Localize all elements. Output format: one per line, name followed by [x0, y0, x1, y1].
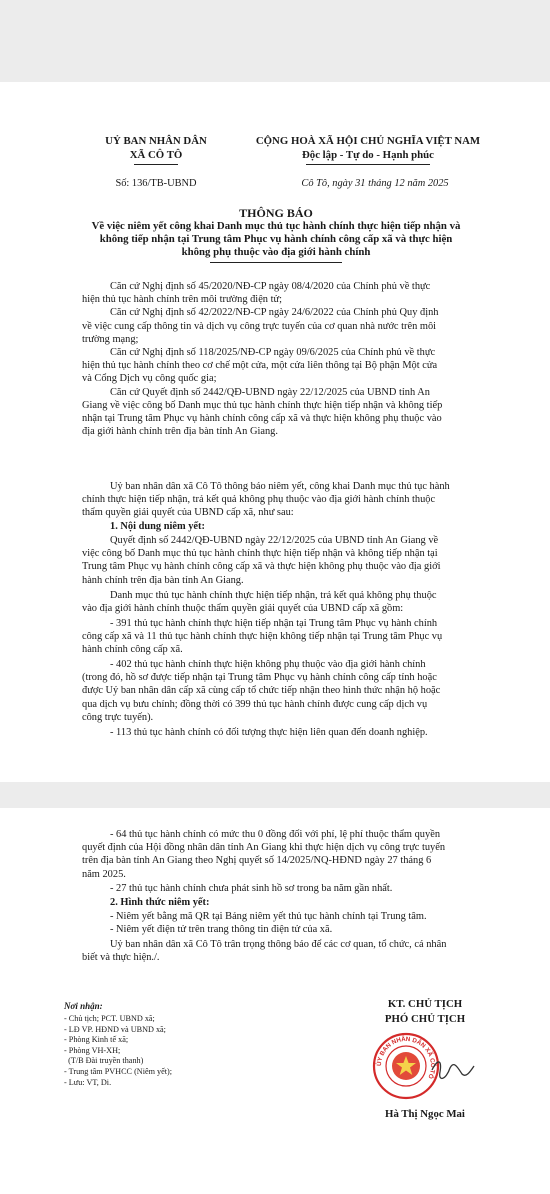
org-name-line1: UỶ BAN NHÂN DÂN — [105, 135, 207, 147]
official-seal-and-signature — [370, 1030, 480, 1102]
signer-title-1: KT. CHỦ TỊCH — [387, 998, 463, 1010]
org-name-line2: XÃ CÔ TÔ — [129, 149, 183, 161]
section2-items: - Niêm yết bằng mã QR tại Bảng niêm yết thủ tục hành chính tại Trung tâm. - Niêm yết điện tử trên trang thông tin điện tử của xã. — [110, 911, 427, 936]
section1-heading: 1. Nội dung niêm yết: — [110, 521, 205, 532]
document-page-1 — [0, 82, 550, 782]
recipients-heading: Nơi nhận: — [64, 1001, 103, 1011]
section1-decision: Quyết định số 2442/QĐ-UBND ngày 22/12/2025 của UBND tỉnh An Giang về việc công bố Danh mục thủ tục hành chính thực hiện tiếp nhận và không tiếp nhận tại Trung tâm Phục vụ hành chính công cấp xã và thực hiện không phụ thuộc vào địa giới hành chính trên địa bàn tỉnh An Giang. — [82, 535, 441, 586]
signer-name: Hà Thị Ngọc Mai — [385, 1108, 465, 1120]
section1-item-402: - 402 thủ tục hành chính thực hiện không phụ thuộc vào địa giới hành chính (trong đó, hồ sơ được tiếp nhận tại Trung tâm Phục vụ hành chính công cấp tỉnh hoặc được Uỷ ban nhân dân cấp xã cùng cấp tổ chức tiếp nhận theo hình thức nhận hộ hoặc qua dịch vụ bưu chính; đồng thời có 399 thủ tục hành chính được cung cấp dịch vụ công trực tuyến). — [82, 659, 441, 723]
notice-title: THÔNG BÁO — [239, 206, 313, 220]
closing-paragraph: Uỷ ban nhân dân xã Cô Tô trân trọng thông báo để các cơ quan, tổ chức, cá nhân biết và thực hiện./. — [82, 939, 447, 964]
svg-text:ỦY BAN NHÂN DÂN XÃ CÔ TÔ: ỦY BAN NHÂN DÂN XÃ CÔ TÔ — [375, 1035, 437, 1080]
nation-title: CỘNG HOÀ XÃ HỘI CHỦ NGHĨA VIỆT NAM — [255, 135, 481, 147]
section1-list-intro: Danh mục thủ tục hành chính thực hiện tiếp nhận, trả kết quả không phụ thuộc vào địa giới hành chính thuộc thẩm quyền giải quyết của UBND cấp xã gồm: — [82, 590, 437, 615]
section1-item-64: - 64 thủ tục hành chính có mức thu 0 đồng đối với phí, lệ phí thuộc thẩm quyền quyết định của Hội đồng nhân dân tỉnh An Giang khi thực hiện dịch vụ công trực tuyến trên địa bàn tỉnh An Giang theo Nghị quyết số 14/2025/NQ-HĐND ngày 27 tháng 6 năm 2025. — [82, 829, 446, 880]
motto-underline — [306, 164, 430, 165]
legal-basis: Căn cứ Nghị định số 45/2020/NĐ-CP ngày 08/4/2020 của Chính phủ về thực hiện thủ tục hành chính trên môi trường điện tử; Căn cứ Nghị định số 42/2022/NĐ-CP ngày 24/6/2022 của Chính phủ Quy định về việc cung cấp thông tin và dịch vụ công trực tuyến của cơ quan nhà nước trên môi trường mạng; Căn cứ Nghị định số 118/2025/NĐ-CP ngày 09/6/2025 của Chính phủ về thực hiện thủ tục hành chính theo cơ chế một cửa, một cửa liên thông tại Bộ phận Một cửa và Cổng Dịch vụ công quốc gia; Căn cứ Quyết định số 2442/QĐ-UBND ngày 22/12/2025 của UBND tỉnh An Giang về việc công bố Danh mục thủ tục hành chính thực hiện tiếp nhận và không tiếp nhận tại Trung tâm Phục vụ hành chính công cấp xã và thực hiện không phụ thuộc vào địa giới hành chính trên địa bàn tỉnh An Giang. — [82, 281, 443, 438]
org-underline — [134, 164, 178, 165]
section1-item-391: - 391 thủ tục hành chính thực hiện tiếp nhận tại Trung tâm Phục vụ hành chính công cấp xã và 11 thủ tục hành chính thực hiện không tiếp nhận tại Trung tâm Phục vụ hành chính công cấp xã. — [82, 618, 443, 656]
subject-underline — [210, 262, 342, 263]
notice-subject: Về việc niêm yết công khai Danh mục thủ tục hành chính thực hiện tiếp nhận và không tiếp nhận tại Trung tâm Phục vụ hành chính công cấp xã và thực hiện không phụ thuộc vào địa giới hành chính — [91, 220, 461, 258]
nation-motto: Độc lập - Tự do - Hạnh phúc — [302, 149, 434, 161]
section2-heading: 2. Hình thức niêm yết: — [110, 897, 210, 908]
document-page-2 — [0, 808, 550, 1194]
section1-item-27: - 27 thủ tục hành chính chưa phát sinh hồ sơ trong ba năm gần nhất. — [110, 883, 393, 894]
recipients-list: - Chủ tịch; PCT. UBND xã; - LĐ VP. HĐND và UBND xã; - Phòng Kinh tế xã; - Phòng VH-XH; (T/B Đài truyền thanh) - Trung tâm PVHCC (Niêm yết); - Lưu: VT, Di. — [64, 1014, 173, 1087]
doc-number: Số: 136/TB-UBND — [115, 178, 197, 189]
place-date: Cô Tô, ngày 31 tháng 12 năm 2025 — [301, 178, 449, 189]
signer-title-2: PHÓ CHỦ TỊCH — [384, 1013, 466, 1025]
section1-item-113: - 113 thủ tục hành chính có đối tượng thực hiện liên quan đến doanh nghiệp. — [110, 727, 428, 738]
intro-paragraph: Uỷ ban nhân dân xã Cô Tô thông báo niêm yết, công khai Danh mục thủ tục hành chính thực hiện tiếp nhận, trả kết quả không phụ thuộc vào địa giới hành chính thuộc thẩm quyền giải quyết của UBND cấp xã, như sau: — [82, 481, 450, 519]
